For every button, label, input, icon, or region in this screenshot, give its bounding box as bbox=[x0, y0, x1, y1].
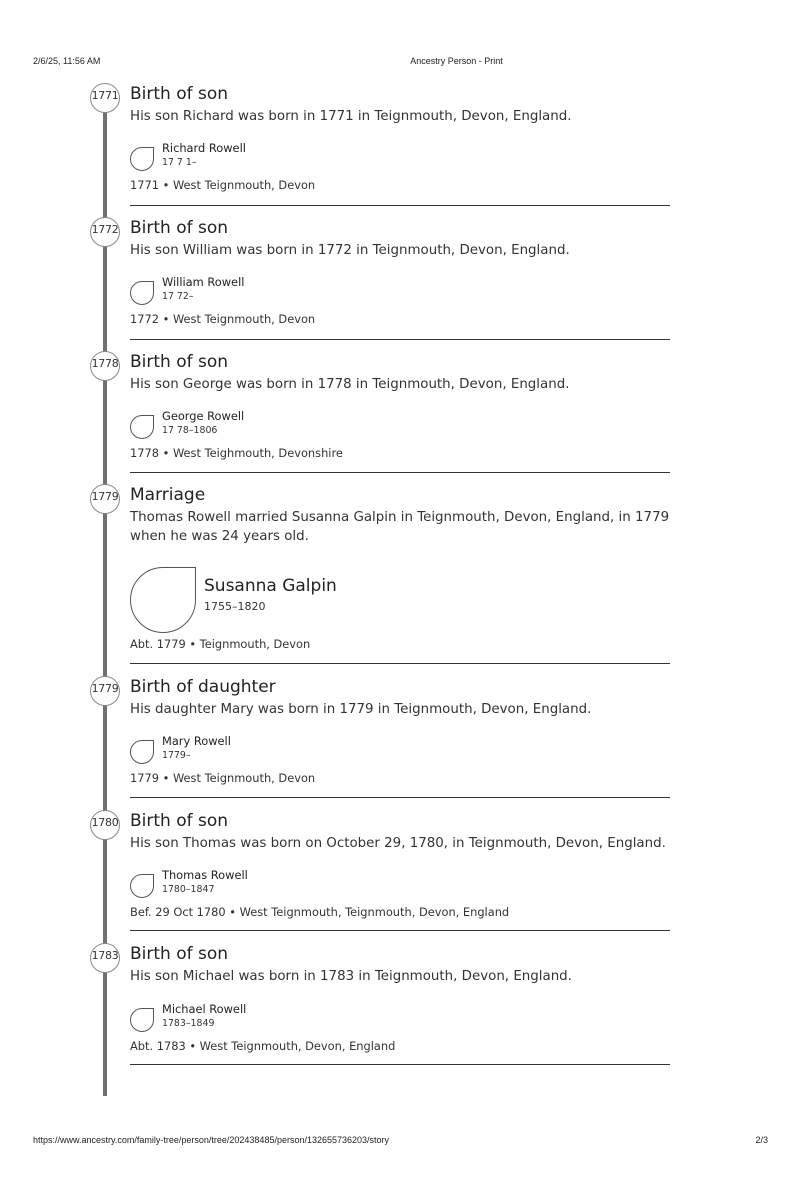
print-page-title: Ancestry Person - Print bbox=[410, 56, 503, 66]
timeline-event bbox=[0, 351, 800, 475]
timeline-event bbox=[0, 943, 800, 1067]
event-description: His son Thomas was born on October 29, 1780, in Teignmouth, Devon, England. bbox=[130, 836, 666, 851]
avatar[interactable] bbox=[130, 147, 154, 171]
event-date-location: Abt. 1779 • Teignmouth, Devon bbox=[130, 637, 311, 651]
timeline-event bbox=[0, 676, 800, 800]
person-name[interactable]: Mary Rowell bbox=[162, 734, 231, 748]
person-lifespan: 1780–1847 bbox=[162, 884, 215, 895]
event-description: His son George was born in 1778 in Teignmouth, Devon, England. bbox=[130, 377, 570, 392]
timeline-event bbox=[0, 484, 800, 666]
person-name[interactable]: Michael Rowell bbox=[162, 1002, 247, 1016]
person-name[interactable]: Richard Rowell bbox=[162, 141, 246, 155]
year-badge: 1779 bbox=[90, 676, 120, 706]
print-header bbox=[0, 56, 800, 70]
person-lifespan: 1779– bbox=[162, 750, 191, 761]
event-divider bbox=[130, 797, 670, 798]
event-divider bbox=[130, 205, 670, 206]
event-title: Birth of son bbox=[130, 218, 229, 238]
event-date-location: 1778 • West Teighmouth, Devonshire bbox=[130, 446, 343, 460]
event-date-location: Abt. 1783 • West Teignmouth, Devon, England bbox=[130, 1039, 396, 1053]
avatar[interactable] bbox=[130, 740, 154, 764]
timeline-event bbox=[0, 217, 800, 341]
event-date-location: 1779 • West Teignmouth, Devon bbox=[130, 771, 316, 785]
timeline-event bbox=[0, 810, 800, 934]
year-badge: 1772 bbox=[90, 217, 120, 247]
year-badge: 1778 bbox=[90, 351, 120, 381]
event-description: Thomas Rowell married Susanna Galpin in Teignmouth, Devon, England, in 1779 when he was 24 years old. bbox=[130, 510, 670, 544]
event-title: Marriage bbox=[130, 485, 206, 505]
avatar[interactable] bbox=[130, 1008, 154, 1032]
print-footer bbox=[0, 1135, 800, 1149]
event-divider bbox=[130, 1064, 670, 1065]
event-date-location: Bef. 29 Oct 1780 • West Teignmouth, Teignmouth, Devon, England bbox=[130, 905, 510, 919]
event-title: Birth of son bbox=[130, 811, 229, 831]
year-badge: 1771 bbox=[90, 83, 120, 113]
event-divider bbox=[130, 930, 670, 931]
year-badge: 1780 bbox=[90, 810, 120, 840]
avatar[interactable] bbox=[130, 567, 196, 633]
year-badge: 1783 bbox=[90, 943, 120, 973]
event-date-location: 1772 • West Teignmouth, Devon bbox=[130, 312, 316, 326]
person-lifespan: 17 7 1– bbox=[162, 157, 197, 168]
event-title: Birth of son bbox=[130, 944, 229, 964]
event-description: His son Michael was born in 1783 in Teignmouth, Devon, England. bbox=[130, 969, 572, 984]
event-description: His son William was born in 1772 in Teignmouth, Devon, England. bbox=[130, 243, 570, 258]
event-title: Birth of son bbox=[130, 84, 229, 104]
person-name[interactable]: George Rowell bbox=[162, 409, 245, 423]
page-number: 2/3 bbox=[755, 1135, 768, 1145]
event-date-location: 1771 • West Teignmouth, Devon bbox=[130, 178, 316, 192]
event-title: Birth of daughter bbox=[130, 677, 276, 697]
event-divider bbox=[130, 472, 670, 473]
person-lifespan: 1783–1849 bbox=[162, 1018, 215, 1029]
person-name[interactable]: Thomas Rowell bbox=[162, 868, 248, 882]
year-badge: 1779 bbox=[90, 484, 120, 514]
person-name[interactable]: Susanna Galpin bbox=[204, 576, 337, 596]
print-datetime: 2/6/25, 11:56 AM bbox=[33, 56, 101, 66]
event-description: His son Richard was born in 1771 in Teignmouth, Devon, England. bbox=[130, 109, 572, 124]
person-lifespan: 1755–1820 bbox=[204, 600, 266, 613]
event-description: His daughter Mary was born in 1779 in Teignmouth, Devon, England. bbox=[130, 702, 592, 717]
avatar[interactable] bbox=[130, 874, 154, 898]
avatar[interactable] bbox=[130, 281, 154, 305]
person-lifespan: 17 78–1806 bbox=[162, 425, 218, 436]
event-title: Birth of son bbox=[130, 352, 229, 372]
event-divider bbox=[130, 339, 670, 340]
person-lifespan: 17 72– bbox=[162, 291, 194, 302]
avatar[interactable] bbox=[130, 415, 154, 439]
timeline-event bbox=[0, 83, 800, 207]
page-url: https://www.ancestry.com/family-tree/person/tree/202438485/person/132655736203/story bbox=[33, 1135, 390, 1145]
person-name[interactable]: William Rowell bbox=[162, 275, 245, 289]
event-divider bbox=[130, 663, 670, 664]
